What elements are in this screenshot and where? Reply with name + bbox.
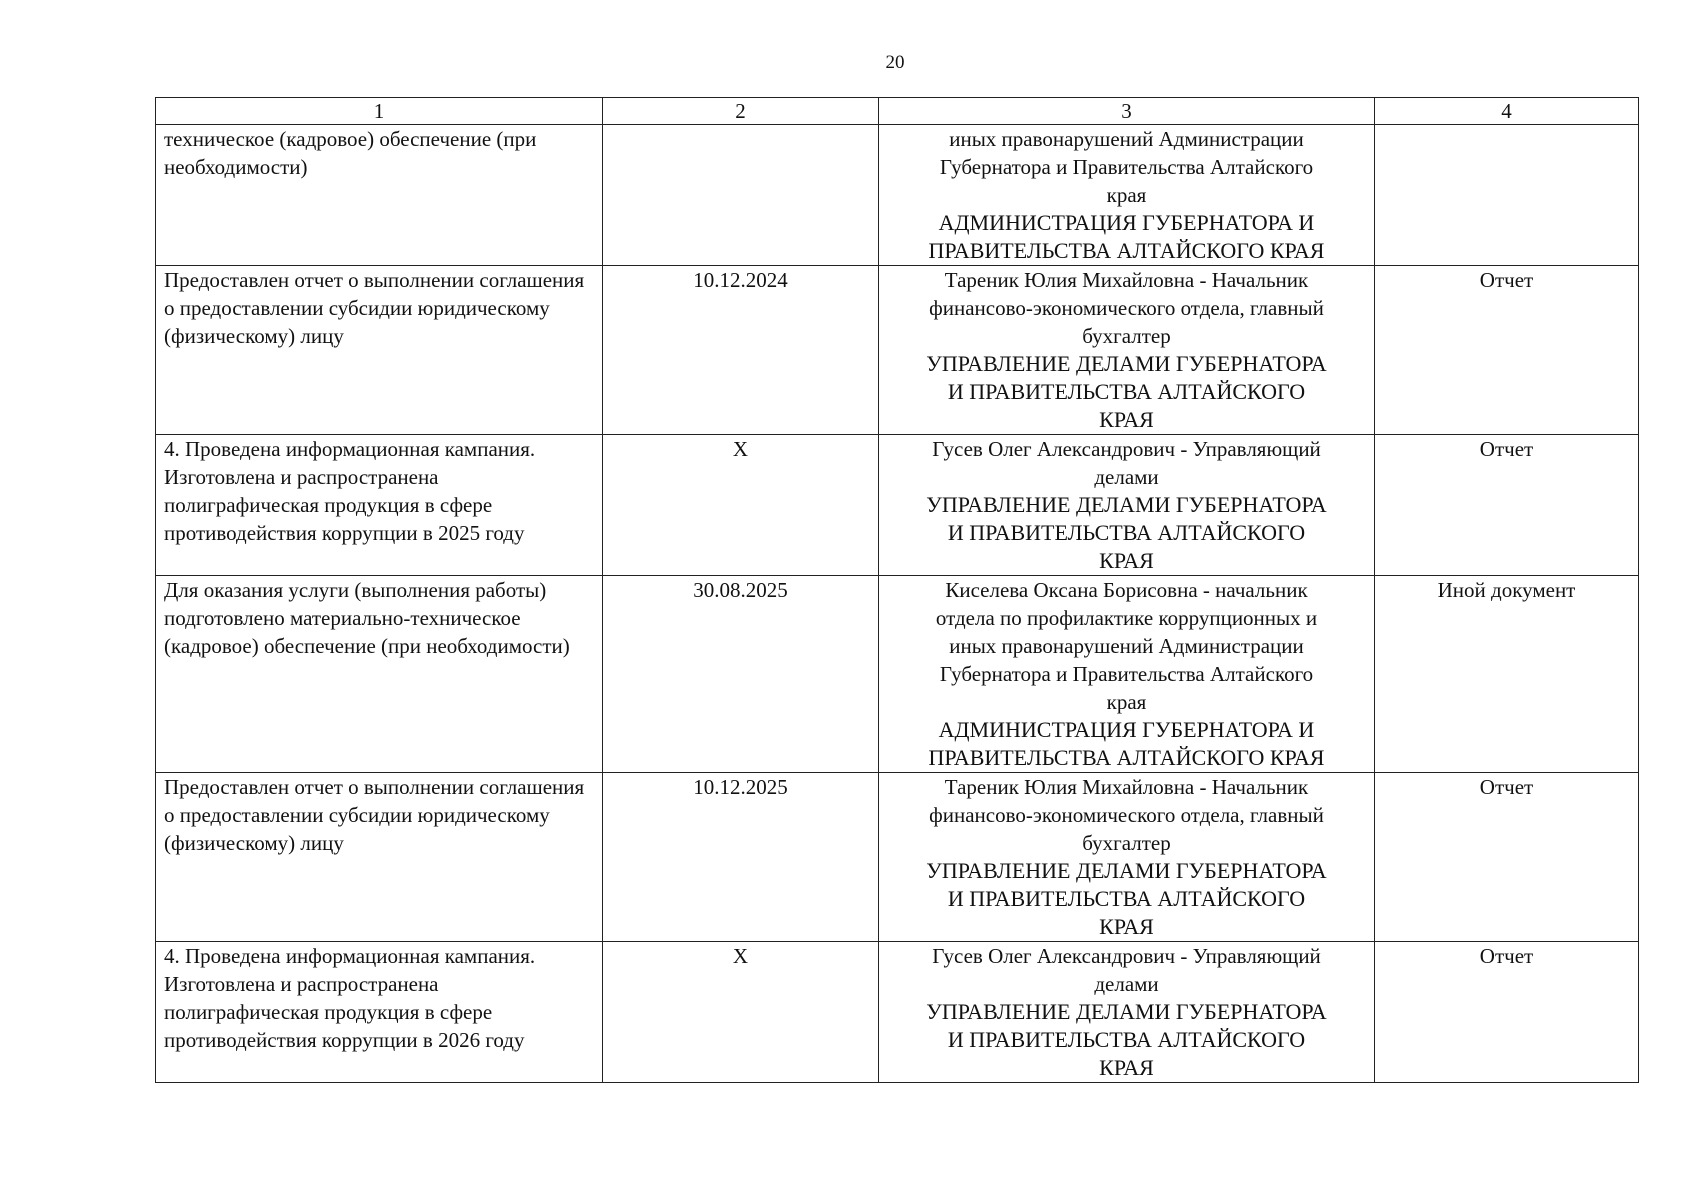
responsible-organization-line: УПРАВЛЕНИЕ ДЕЛАМИ ГУБЕРНАТОРА	[926, 351, 1327, 376]
cell-date: 30.08.2025	[603, 576, 879, 773]
responsible-person-line: Тареник Юлия Михайловна - Начальник	[944, 775, 1309, 799]
responsible-person-line: бухгалтер	[1082, 831, 1171, 855]
table-row	[156, 773, 1639, 942]
responsible-person-line: делами	[1094, 972, 1159, 996]
responsible-organization-line: АДМИНИСТРАЦИЯ ГУБЕРНАТОРА И	[938, 210, 1315, 235]
responsible-organization-line: УПРАВЛЕНИЕ ДЕЛАМИ ГУБЕРНАТОРА	[926, 492, 1327, 517]
responsible-person-line: Губернатора и Правительства Алтайского	[939, 662, 1314, 686]
column-header-2: 2	[603, 98, 879, 125]
responsible-person-line: финансово-экономического отдела, главный	[929, 296, 1324, 320]
cell-date: 10.12.2024	[603, 266, 879, 435]
table-row	[156, 942, 1639, 1083]
responsible-person-line: Гусев Олег Александрович - Управляющий	[932, 437, 1321, 461]
cell-result-description: техническое (кадровое) обеспечение (при необходимости)	[156, 125, 603, 266]
responsible-person-line: финансово-экономического отдела, главный	[929, 803, 1324, 827]
table-row	[156, 576, 1639, 773]
cell-responsible	[879, 435, 1375, 576]
responsible-organization-line: КРАЯ	[1099, 1055, 1154, 1080]
responsible-person-line: отдела по профилактике коррупционных и	[935, 606, 1318, 630]
table-body	[156, 125, 1639, 1083]
table-header-row	[156, 98, 1639, 125]
responsible-person-line: Губернатора и Правительства Алтайского	[939, 155, 1314, 179]
responsible-person-line: края	[1106, 183, 1147, 207]
table-row	[156, 125, 1639, 266]
cell-result-description: 4. Проведена информационная кампания. Изготовлена и распространена полиграфическая продукция в сфере противодействия коррупции в 2025 году	[156, 435, 603, 576]
cell-result-description: Предоставлен отчет о выполнении соглашения о предоставлении субсидии юридическому (физическому) лицу	[156, 773, 603, 942]
cell-date	[603, 125, 879, 266]
responsible-organization-line: КРАЯ	[1099, 407, 1154, 432]
cell-responsible	[879, 773, 1375, 942]
cell-result-description: Для оказания услуги (выполнения работы) подготовлено материально-техническое (кадровое) обеспечение (при необходимости)	[156, 576, 603, 773]
cell-document-type	[1375, 125, 1639, 266]
cell-date: X	[603, 435, 879, 576]
cell-result-description: 4. Проведена информационная кампания. Изготовлена и распространена полиграфическая продукция в сфере противодействия коррупции в 2026 году	[156, 942, 603, 1083]
cell-date: X	[603, 942, 879, 1083]
document-table	[155, 97, 1639, 1083]
responsible-person-line: делами	[1094, 465, 1159, 489]
cell-document-type: Иной документ	[1375, 576, 1639, 773]
responsible-person-line: Гусев Олег Александрович - Управляющий	[932, 944, 1321, 968]
table-row	[156, 266, 1639, 435]
responsible-person-line: иных правонарушений Администрации	[949, 127, 1304, 151]
responsible-person-line: Киселева Оксана Борисовна - начальник	[945, 578, 1308, 602]
responsible-person-line: края	[1106, 690, 1147, 714]
column-header-1: 1	[156, 98, 603, 125]
cell-date: 10.12.2025	[603, 773, 879, 942]
table-row	[156, 435, 1639, 576]
column-header-3: 3	[879, 98, 1375, 125]
cell-document-type: Отчет	[1375, 266, 1639, 435]
responsible-organization-line: И ПРАВИТЕЛЬСТВА АЛТАЙСКОГО	[947, 886, 1306, 911]
responsible-person-line: Тареник Юлия Михайловна - Начальник	[944, 268, 1309, 292]
cell-result-description: Предоставлен отчет о выполнении соглашения о предоставлении субсидии юридическому (физическому) лицу	[156, 266, 603, 435]
responsible-organization-line: И ПРАВИТЕЛЬСТВА АЛТАЙСКОГО	[947, 1027, 1306, 1052]
responsible-organization-line: КРАЯ	[1099, 548, 1154, 573]
responsible-person-line: иных правонарушений Администрации	[949, 634, 1304, 658]
responsible-organization-line: ПРАВИТЕЛЬСТВА АЛТАЙСКОГО КРАЯ	[928, 238, 1325, 263]
cell-document-type: Отчет	[1375, 942, 1639, 1083]
responsible-organization-line: УПРАВЛЕНИЕ ДЕЛАМИ ГУБЕРНАТОРА	[926, 999, 1327, 1024]
responsible-organization-line: УПРАВЛЕНИЕ ДЕЛАМИ ГУБЕРНАТОРА	[926, 858, 1327, 883]
responsible-person-line: бухгалтер	[1082, 324, 1171, 348]
cell-responsible	[879, 125, 1375, 266]
page-number: 20	[885, 52, 905, 73]
cell-responsible	[879, 576, 1375, 773]
responsible-organization-line: ПРАВИТЕЛЬСТВА АЛТАЙСКОГО КРАЯ	[928, 745, 1325, 770]
responsible-organization-line: АДМИНИСТРАЦИЯ ГУБЕРНАТОРА И	[938, 717, 1315, 742]
column-header-4: 4	[1375, 98, 1639, 125]
cell-responsible	[879, 942, 1375, 1083]
cell-responsible	[879, 266, 1375, 435]
responsible-organization-line: И ПРАВИТЕЛЬСТВА АЛТАЙСКОГО	[947, 379, 1306, 404]
cell-document-type: Отчет	[1375, 435, 1639, 576]
responsible-organization-line: И ПРАВИТЕЛЬСТВА АЛТАЙСКОГО	[947, 520, 1306, 545]
cell-document-type: Отчет	[1375, 773, 1639, 942]
responsible-organization-line: КРАЯ	[1099, 914, 1154, 939]
